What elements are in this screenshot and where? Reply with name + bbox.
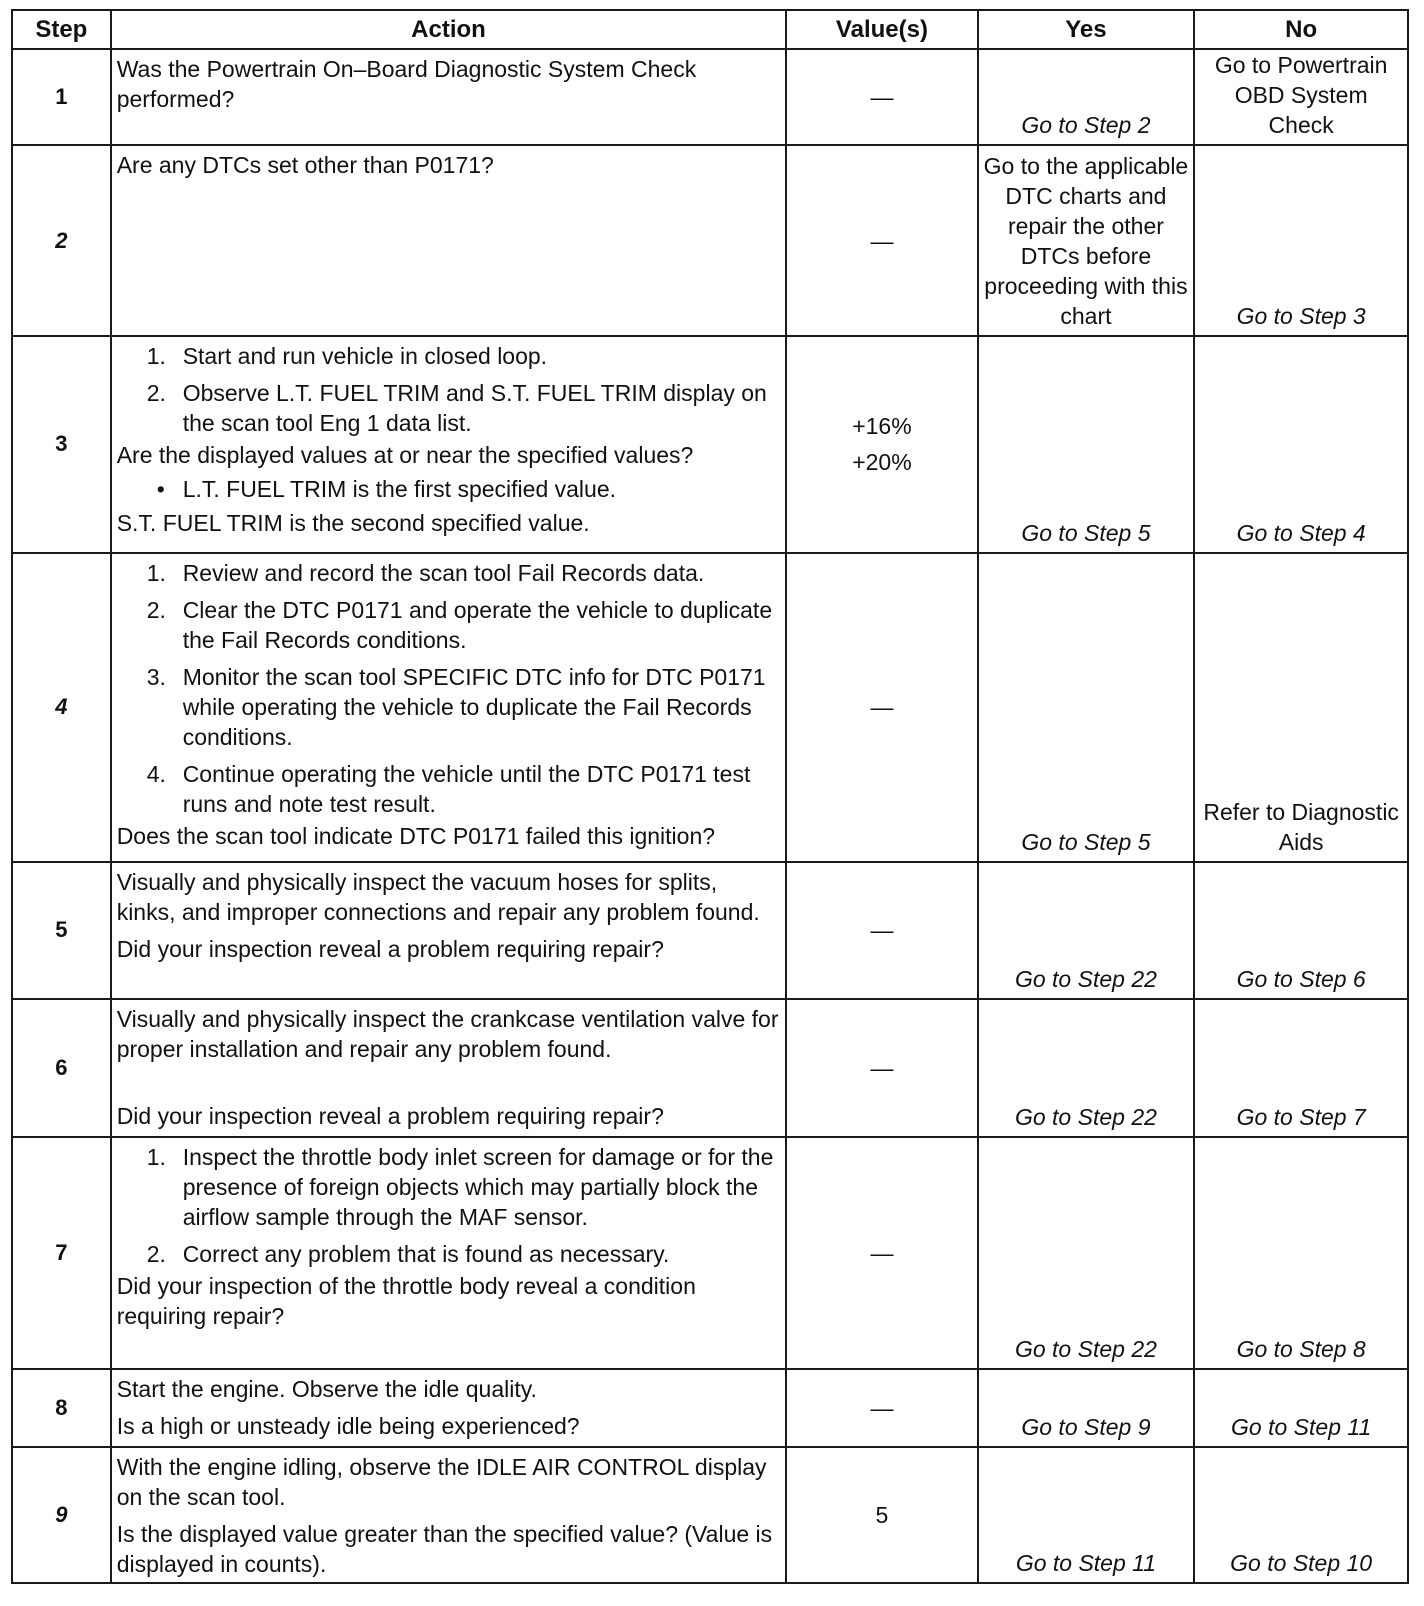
action-text: With the engine idling, observe the IDLE AIR CONTROL display on the scan tool. <box>116 1453 767 1510</box>
action-text: Start the engine. Observe the idle quality. <box>116 1376 537 1403</box>
no-cell: Go to Step 4 <box>1194 336 1408 553</box>
no-cell: Refer to Diagnostic Aids <box>1194 553 1408 862</box>
step-number: 9 <box>12 1447 111 1584</box>
step-number: 8 <box>12 1369 111 1446</box>
value-cell: — <box>786 145 977 336</box>
question-text: Are the displayed values at or near the specified values? <box>116 441 694 468</box>
action-cell <box>111 1137 787 1370</box>
value-st-fuel-trim: +20% <box>852 449 912 476</box>
step-number: 1 <box>12 49 111 145</box>
header-no: No <box>1194 10 1408 49</box>
yes-cell: Go to Step 22 <box>978 862 1195 999</box>
header-value: Value(s) <box>786 10 977 49</box>
instruction-list <box>117 1142 781 1269</box>
question-text: Did your inspection reveal a problem requiring repair? <box>116 935 664 962</box>
question-text: Is the displayed value greater than the specified value? (Value is displayed in counts). <box>116 1520 773 1577</box>
question-text: Is a high or unsteady idle being experienced? <box>116 1413 580 1440</box>
action-cell <box>111 49 787 145</box>
table-row <box>12 862 1408 999</box>
yes-cell: Go to Step 2 <box>978 49 1195 145</box>
no-cell: Go to Step 10 <box>1194 1447 1408 1584</box>
action-text: Are any DTCs set other than P0171? <box>116 152 494 179</box>
no-cell: Go to Powertrain OBD System Check <box>1194 49 1408 145</box>
instruction-item: 2. Clear the DTC P0171 and operate the vehicle to duplicate the Fail Records conditions. <box>146 596 773 653</box>
instruction-item: 4. Continue operating the vehicle until the DTC P0171 test runs and note test result. <box>146 760 751 817</box>
value-cell: — <box>786 1369 977 1446</box>
action-cell <box>111 145 787 336</box>
question-text: Did your inspection reveal a problem requiring repair? <box>116 1103 664 1130</box>
table-row <box>12 999 1408 1136</box>
step-number: 6 <box>12 999 111 1136</box>
instruction-list <box>117 341 781 438</box>
action-cell <box>111 999 787 1136</box>
value-lt-fuel-trim: +16% <box>852 413 912 440</box>
instruction-item: 3. Monitor the scan tool SPECIFIC DTC info for DTC P0171 while operating the vehicle to duplicate the Fail Records conditions. <box>146 663 766 750</box>
step-number: 4 <box>12 553 111 862</box>
table-row <box>12 1447 1408 1584</box>
step-number: 3 <box>12 336 111 553</box>
note-text: S.T. FUEL TRIM is the second specified value. <box>116 509 590 536</box>
value-cell: — <box>786 862 977 999</box>
yes-cell: Go to Step 22 <box>978 999 1195 1136</box>
yes-cell: Go to the applicable DTC charts and repair the other DTCs before proceeding with this chart <box>978 145 1195 336</box>
no-cell: Go to Step 7 <box>1194 999 1408 1136</box>
action-text: Was the Powertrain On–Board Diagnostic System Check performed? <box>116 56 697 112</box>
action-cell <box>111 1447 787 1584</box>
table-row <box>12 1369 1408 1446</box>
no-cell: Go to Step 3 <box>1194 145 1408 336</box>
value-cell: — <box>786 49 977 145</box>
instruction-item: 1. Start and run vehicle in closed loop. <box>146 342 548 369</box>
value-cell <box>786 336 977 553</box>
instruction-item: 2. Correct any problem that is found as necessary. <box>146 1240 670 1267</box>
table-row <box>12 336 1408 553</box>
instruction-list <box>117 558 781 819</box>
action-text: Visually and physically inspect the crankcase ventilation valve for proper installation and repair any problem found. <box>116 1006 779 1063</box>
value-cell: — <box>786 1137 977 1370</box>
table-row <box>12 1137 1408 1370</box>
no-cell: Go to Step 6 <box>1194 862 1408 999</box>
header-action: Action <box>111 10 787 49</box>
instruction-item: 2. Observe L.T. FUEL TRIM and S.T. FUEL TRIM display on the scan tool Eng 1 data list. <box>146 379 767 436</box>
value-cell: 5 <box>786 1447 977 1584</box>
header-yes: Yes <box>978 10 1195 49</box>
yes-cell: Go to Step 22 <box>978 1137 1195 1370</box>
question-text: Does the scan tool indicate DTC P0171 failed this ignition? <box>116 822 716 849</box>
header-row <box>12 10 1408 49</box>
header-step: Step <box>12 10 111 49</box>
yes-cell: Go to Step 11 <box>978 1447 1195 1584</box>
no-cell: Go to Step 8 <box>1194 1137 1408 1370</box>
bullet-list <box>117 474 781 504</box>
action-cell <box>111 336 787 553</box>
instruction-item: 1. Review and record the scan tool Fail Records data. <box>146 559 705 586</box>
question-text: Did your inspection of the throttle body reveal a condition requiring repair? <box>116 1272 696 1329</box>
step-number: 7 <box>12 1137 111 1370</box>
step-number: 5 <box>12 862 111 999</box>
yes-cell: Go to Step 5 <box>978 336 1195 553</box>
instruction-item: 1. Inspect the throttle body inlet screen for damage or for the presence of foreign objects which may partially block the airflow sample through the MAF sensor. <box>146 1143 774 1230</box>
action-cell <box>111 1369 787 1446</box>
yes-cell: Go to Step 9 <box>978 1369 1195 1446</box>
action-cell <box>111 862 787 999</box>
table-row <box>12 145 1408 336</box>
action-cell <box>111 553 787 862</box>
value-cell: — <box>786 999 977 1136</box>
value-cell: — <box>786 553 977 862</box>
no-cell: Go to Step 11 <box>1194 1369 1408 1446</box>
bullet-item: • L.T. FUEL TRIM is the first specified value. <box>117 474 781 504</box>
table-row <box>12 553 1408 862</box>
diagnostic-table <box>11 9 1409 1584</box>
action-text: Visually and physically inspect the vacuum hoses for splits, kinks, and improper connections and repair any problem found. <box>116 868 760 925</box>
step-number: 2 <box>12 145 111 336</box>
yes-cell: Go to Step 5 <box>978 553 1195 862</box>
table-row <box>12 49 1408 145</box>
